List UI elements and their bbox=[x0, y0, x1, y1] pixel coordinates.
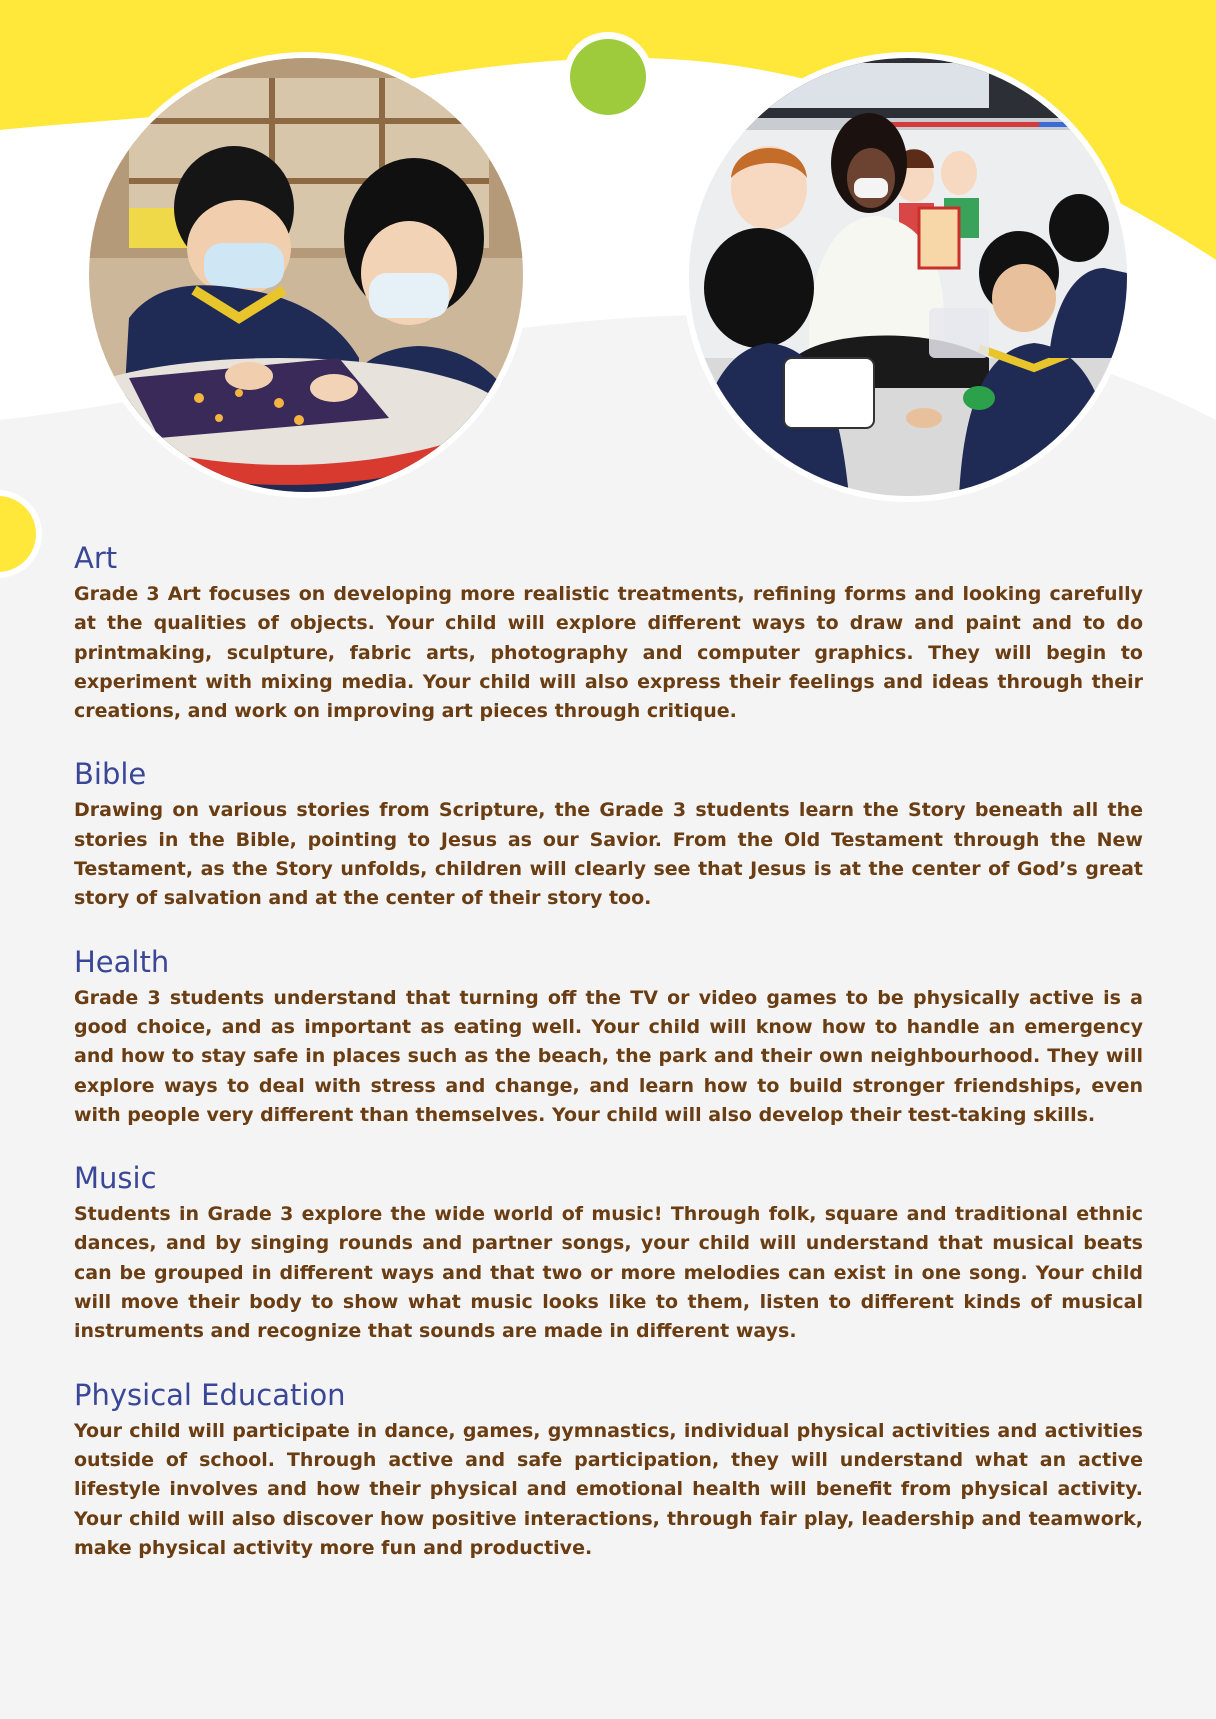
students-reading-photo bbox=[83, 52, 529, 498]
section-body-health: Grade 3 students understand that turning off the TV or video games to be physically active is a good choice, and as important as eating well. Your child will know how to handle an emergency and how to stay safe in places such as the beach, the park and their own neighbourhood. They will explore ways to deal with stress and change, and learn how to build stronger friendships, even with people very different than themselves. Your child will also develop their test-taking skills. bbox=[74, 986, 1143, 1126]
section-body-music: Students in Grade 3 explore the wide world of music! Through folk, square and traditional ethnic dances, and by singing rounds and partner songs, your child will understand that musical beats can be grouped in different ways and that two or more melodies can exist in one song. Your child will move their body to show what music looks like to them, listen to different kinds of musical instruments and recognize that sounds are made in different ways. bbox=[74, 1203, 1143, 1343]
section-heading-music: Music bbox=[74, 1161, 157, 1196]
section-body-physical-education: Your child will participate in dance, games, gymnastics, individual physical activities and activities outside of school. Through active and safe participation, they will understand what an active lifestyle involves and how their physical and emotional health will benefit from physical activity. Your child will also discover how positive interactions, through fair play, leadership and teamwork, make physical activity more fun and productive. bbox=[74, 1419, 1143, 1559]
section-heading-bible: Bible bbox=[74, 757, 147, 792]
section-health bbox=[74, 944, 1143, 1130]
section-music bbox=[74, 1160, 1143, 1346]
green-dot-fill bbox=[570, 39, 646, 115]
subjects-content bbox=[74, 540, 1143, 1593]
section-heading-art: Art bbox=[74, 541, 118, 575]
section-heading-health: Health bbox=[74, 944, 170, 979]
section-body-bible: Drawing on various stories from Scripture, the Grade 3 students learn the Story beneath all the stories in the Bible, pointing to Jesus as our Savior. From the Old Testament through the New Testament, as the Story unfolds, children will clearly see that Jesus is at the center of God’s great story of salvation and at the center of their story too. bbox=[74, 799, 1143, 910]
section-heading-physical-education: Physical Education bbox=[74, 1377, 346, 1412]
teacher-storytime-photo bbox=[683, 52, 1133, 502]
section-bible bbox=[74, 756, 1143, 913]
section-physical-education bbox=[74, 1377, 1143, 1563]
section-body-art: Grade 3 Art focuses on developing more realistic treatments, refining forms and looking carefully at the qualities of objects. Your child will explore different ways to draw and paint and to do printmaking, sculpture, fabric arts, photography and computer graphics. They will begin to experiment with mixing media. Your child will also express their feelings and ideas through their creations, and work on improving art pieces through critique. bbox=[74, 583, 1143, 723]
section-art bbox=[74, 540, 1143, 726]
